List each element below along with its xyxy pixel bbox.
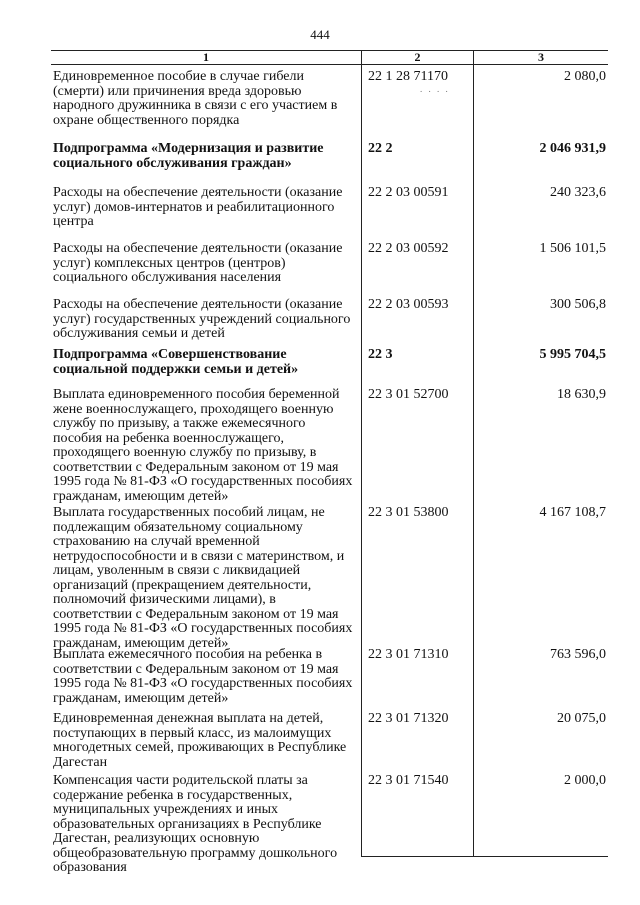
- row-code: 22 2 03 00592: [361, 237, 473, 293]
- row-amount: 18 630,9: [473, 383, 608, 501]
- row-code: 22 1 28 71170: [368, 69, 448, 84]
- row-amount: 2 000,0: [473, 769, 608, 857]
- row-name: Выплата государственных пособий лицам, не подлежащим обязательному социальному страхованию на случай временной нетрудоспособности и в связи с материнством, и лицам, уволенным в связи с ликвидацией организаций (прекращением деятельности, полномочий физическими лицами), в соответствии с Федеральным законом от 19 мая 1995 года № 81-ФЗ «О государственных пособиях гражданам, имеющим детей»: [53, 505, 353, 651]
- row-name: Расходы на обеспечение деятельности (оказание услуг) государственных учреждений социального обслуживания семьи и детей: [53, 297, 351, 341]
- table-row: [51, 181, 608, 237]
- row-name: Единовременное пособие в случае гибели (смерти) или причинения вреда здоровью народного дружинника в связи с его участием в охране общественного порядка: [53, 69, 338, 128]
- table-row: [51, 293, 608, 343]
- table-row: [51, 137, 608, 181]
- row-amount: 4 167 108,7: [473, 501, 608, 643]
- row-code: 22 3 01 52700: [361, 383, 473, 501]
- row-name: Расходы на обеспечение деятельности (оказание услуг) комплексных центров (центров) социального обслуживания населения: [53, 241, 343, 285]
- row-code: 22 2 03 00593: [361, 293, 473, 343]
- page-number: 444: [310, 27, 330, 42]
- row-amount: 763 596,0: [473, 643, 608, 707]
- dot-marks: . . . .: [420, 83, 450, 94]
- row-code: 22 3: [361, 343, 473, 383]
- row-code: 22 3 01 71310: [361, 643, 473, 707]
- row-amount: 300 506,8: [473, 293, 608, 343]
- row-code: 22 3 01 71320: [361, 707, 473, 769]
- row-code-cell: [361, 65, 473, 137]
- row-name: Подпрограмма «Модернизация и развитие социального обслуживания граждан»: [53, 141, 324, 171]
- table-row: [51, 65, 608, 137]
- table-body: [51, 65, 608, 875]
- budget-table: [51, 50, 608, 875]
- row-name: Единовременная денежная выплата на детей, поступающих в первый класс, из малоимущих многодетных семей, проживающих в Республике Дагестан: [53, 711, 347, 770]
- row-amount: 240 323,6: [473, 181, 608, 237]
- table-row: [51, 237, 608, 293]
- row-amount: 2 080,0: [473, 65, 608, 137]
- header-col-3: 3: [473, 51, 608, 64]
- row-name: Подпрограмма «Совершенствование социальной поддержки семьи и детей»: [53, 347, 299, 377]
- header-col-2: 2: [361, 51, 473, 64]
- row-name: Компенсация части родительской платы за содержание ребенка в государственных, муниципальных учреждениях и иных образовательных организациях в Республике Дагестан, реализующих основную общеобразовательную программу дошкольного образования: [53, 773, 338, 875]
- table-row: [51, 383, 608, 504]
- table-row: [51, 643, 608, 707]
- row-amount: 2 046 931,9: [473, 137, 608, 181]
- table-header: [51, 50, 608, 65]
- row-code: 22 2: [361, 137, 473, 181]
- row-name: Выплата единовременного пособия беременной жене военнослужащего, проходящего военную службу по призыву, а также ежемесячного пособия на ребенка военнослужащего, проходящего военную службу по призыву, в соответствии с Федеральным законом от 19 мая 1995 года № 81-ФЗ «О государственных пособиях гражданам, имеющим детей»: [53, 387, 353, 504]
- row-code: 22 3 01 53800: [361, 501, 473, 643]
- table-row: [51, 769, 608, 875]
- row-amount: 20 075,0: [473, 707, 608, 769]
- table-row: [51, 343, 608, 383]
- table-row: [51, 707, 608, 769]
- table-row: [51, 501, 608, 651]
- row-name: Расходы на обеспечение деятельности (оказание услуг) домов-интернатов и реабилитационного центра: [53, 185, 343, 229]
- row-code: 22 2 03 00591: [361, 181, 473, 237]
- row-name: Выплата ежемесячного пособия на ребенка в соответствии с Федеральным законом от 19 мая 1995 года № 81-ФЗ «О государственных пособиях гражданам, имеющим детей»: [53, 647, 353, 706]
- header-col-1: 1: [203, 50, 209, 64]
- row-amount: 1 506 101,5: [473, 237, 608, 293]
- row-amount: 5 995 704,5: [473, 343, 608, 383]
- row-code: 22 3 01 71540: [361, 769, 473, 857]
